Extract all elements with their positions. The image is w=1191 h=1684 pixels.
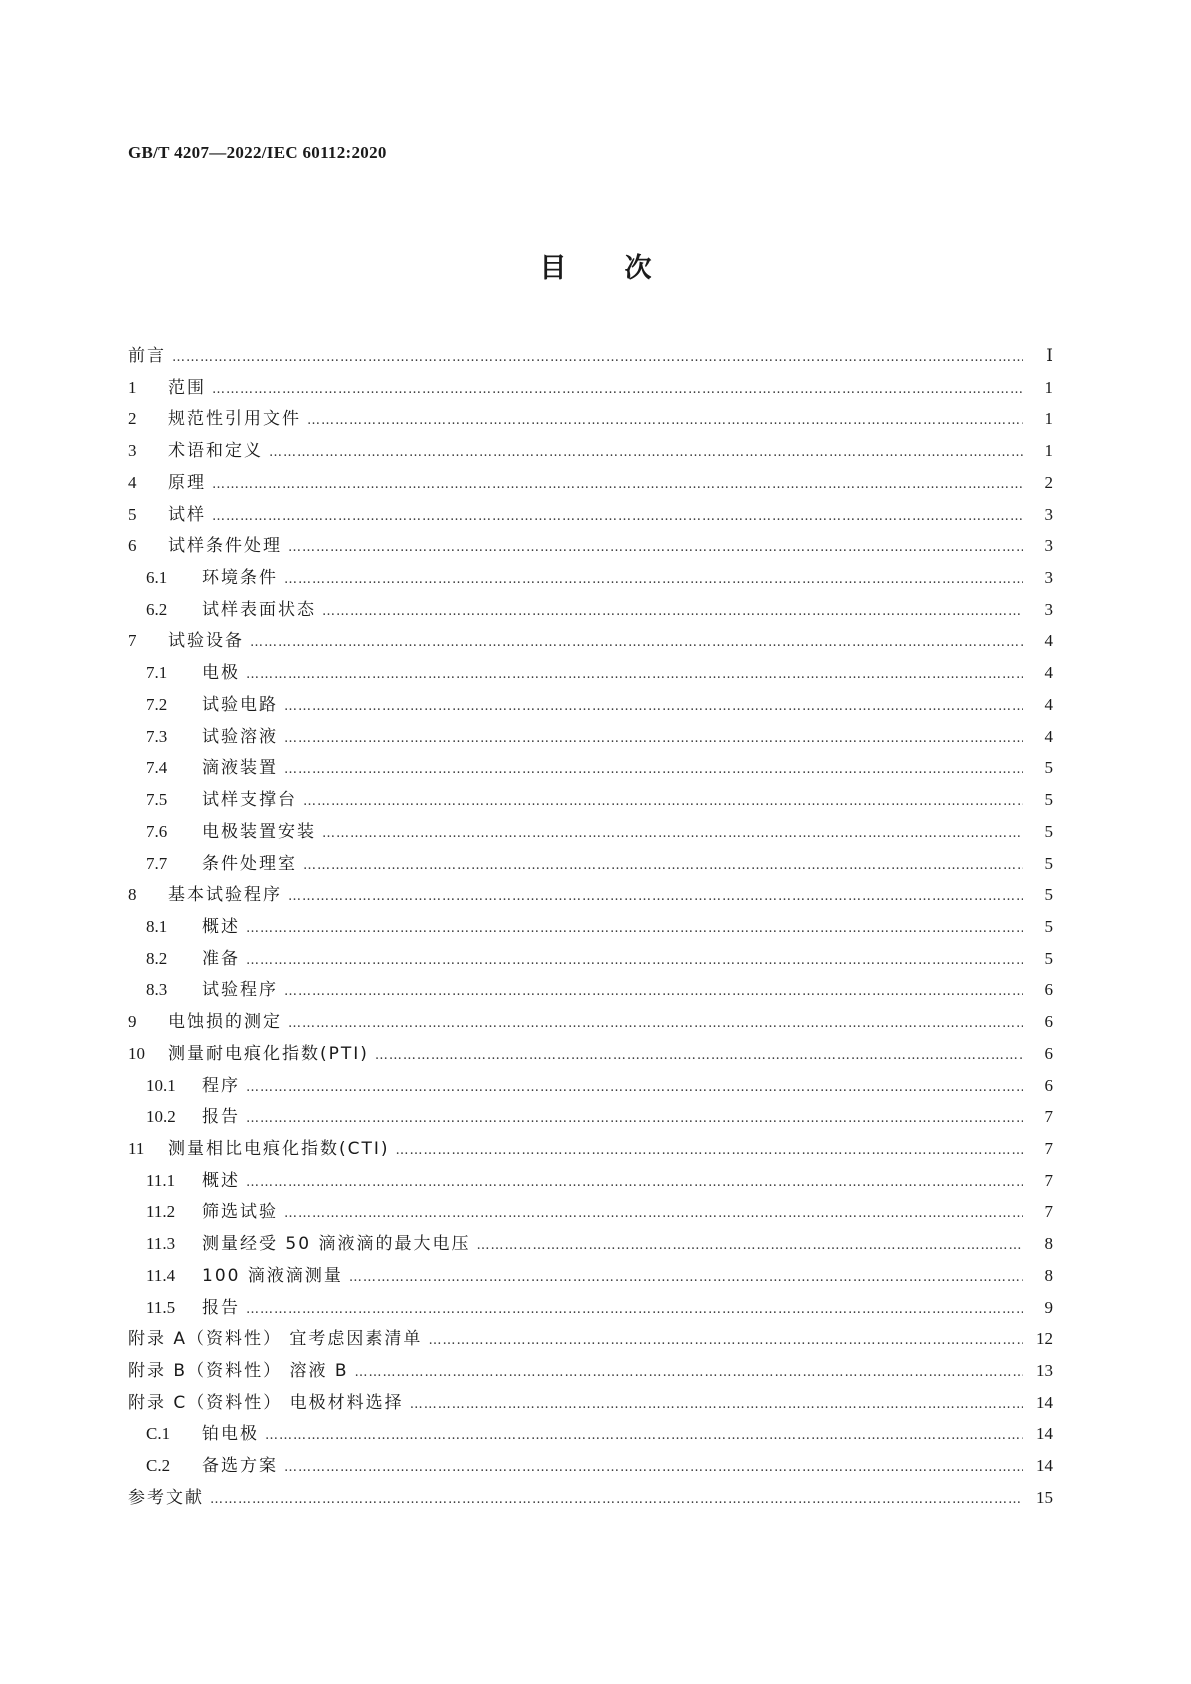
standard-code: GB/T 4207—2022/IEC 60112:2020 bbox=[128, 143, 387, 162]
toc-entry-label: 附录 C（资料性） 电极材料选择 bbox=[128, 1392, 404, 1413]
dot-leader bbox=[246, 1294, 1023, 1326]
dot-leader bbox=[284, 976, 1023, 1008]
toc-entry-page: 7 bbox=[1044, 1202, 1053, 1222]
toc-entry-label: 试验溶液 bbox=[202, 726, 278, 747]
toc-entry[interactable] bbox=[128, 372, 1053, 404]
dot-leader bbox=[349, 1262, 1023, 1294]
toc-entry-label: 原理 bbox=[168, 472, 206, 493]
toc-entry-page: 4 bbox=[1044, 726, 1053, 746]
toc-entry-label: 测量耐电痕化指数(PTI) bbox=[168, 1043, 369, 1064]
toc-entry-page: 7 bbox=[1044, 1138, 1053, 1158]
dot-leader bbox=[246, 945, 1023, 977]
dot-leader bbox=[250, 627, 1023, 659]
dot-leader bbox=[410, 1389, 1023, 1421]
toc-entry[interactable] bbox=[128, 848, 1053, 880]
dot-leader bbox=[303, 850, 1023, 882]
toc-entry-number: 11.2 bbox=[146, 1202, 176, 1222]
toc-entry-page: 7 bbox=[1044, 1107, 1053, 1127]
toc-entry-page: 12 bbox=[1036, 1329, 1053, 1349]
toc-entry-label: 概述 bbox=[202, 916, 240, 937]
toc-entry-label: 规范性引用文件 bbox=[168, 409, 301, 430]
toc-entry-number: 7 bbox=[128, 631, 137, 651]
toc-entry-page: 5 bbox=[1044, 916, 1053, 936]
toc-entry-number: 11.5 bbox=[146, 1297, 176, 1317]
toc-entry-label: 测量相比电痕化指数(CTI) bbox=[168, 1138, 390, 1159]
dot-leader bbox=[307, 405, 1023, 437]
toc-entry-page: 2 bbox=[1044, 472, 1053, 492]
toc-entry-page: 8 bbox=[1044, 1265, 1053, 1285]
toc-entry-number: 9 bbox=[128, 1012, 137, 1032]
toc-entry-label: 试样支撑台 bbox=[202, 790, 297, 811]
toc-entry-number: 2 bbox=[128, 409, 137, 429]
dot-leader bbox=[284, 691, 1023, 723]
toc-entry-label: 参考文献 bbox=[128, 1487, 204, 1508]
toc-entry-label: 滴液装置 bbox=[202, 758, 278, 779]
toc-entry-label: 筛选试验 bbox=[202, 1202, 278, 1223]
toc-entry[interactable] bbox=[128, 1133, 1053, 1165]
toc-entry[interactable] bbox=[128, 1038, 1053, 1070]
toc-entry-label: 报告 bbox=[202, 1297, 240, 1318]
toc-entry-label: 环境条件 bbox=[202, 568, 278, 589]
toc-entry[interactable] bbox=[128, 594, 1053, 626]
dot-leader bbox=[355, 1357, 1023, 1389]
toc-entry[interactable] bbox=[128, 1070, 1053, 1102]
toc-entry-page: 4 bbox=[1044, 694, 1053, 714]
toc-entry[interactable] bbox=[128, 879, 1053, 911]
dot-leader bbox=[284, 754, 1023, 786]
toc-entry-label: 备选方案 bbox=[202, 1456, 278, 1477]
toc-entry-label: 试验设备 bbox=[168, 631, 244, 652]
toc-entry-label: 附录 A（资料性） 宜考虑因素清单 bbox=[128, 1329, 423, 1350]
dot-leader bbox=[246, 1072, 1023, 1104]
toc-entry-page: 5 bbox=[1044, 821, 1053, 841]
dot-leader bbox=[212, 469, 1023, 501]
dot-leader bbox=[288, 532, 1023, 564]
toc-entry-label: 铂电极 bbox=[202, 1424, 259, 1445]
toc-entry[interactable] bbox=[128, 1323, 1053, 1355]
toc-entry-number: 7.6 bbox=[146, 821, 168, 841]
toc-entry-page: 7 bbox=[1044, 1170, 1053, 1190]
dot-leader bbox=[288, 1008, 1023, 1040]
dot-leader bbox=[210, 1484, 1023, 1516]
toc-entry-label: 试样条件处理 bbox=[168, 536, 282, 557]
toc-entry-number: 8 bbox=[128, 885, 137, 905]
toc-entry-number: 6.1 bbox=[146, 568, 168, 588]
toc-entry-page: 8 bbox=[1044, 1234, 1053, 1254]
toc-entry[interactable] bbox=[128, 403, 1053, 435]
toc-entry-label: 测量经受 50 滴液滴的最大电压 bbox=[202, 1234, 471, 1255]
toc-entry-number: 11.3 bbox=[146, 1234, 176, 1254]
toc-entry[interactable] bbox=[128, 1165, 1053, 1197]
dot-leader bbox=[375, 1040, 1023, 1072]
toc-entry-page: 3 bbox=[1044, 504, 1053, 524]
dot-leader bbox=[476, 1230, 1023, 1262]
toc-entry-label: 范围 bbox=[168, 377, 206, 398]
toc-entry-label: 基本试验程序 bbox=[168, 885, 282, 906]
toc-entry-label: 试样表面状态 bbox=[202, 599, 316, 620]
toc-entry[interactable] bbox=[128, 1006, 1053, 1038]
toc-entry-page: 6 bbox=[1044, 1075, 1053, 1095]
toc-title: 目次 bbox=[539, 253, 710, 284]
toc-entry-label: 试样 bbox=[168, 504, 206, 525]
toc-entry-page: 3 bbox=[1044, 599, 1053, 619]
dot-leader bbox=[284, 1198, 1023, 1230]
toc-entry[interactable] bbox=[128, 562, 1053, 594]
toc-entry-label: 电蚀损的测定 bbox=[168, 1012, 282, 1033]
toc-entry[interactable] bbox=[128, 435, 1053, 467]
toc-entry-label: 程序 bbox=[202, 1075, 240, 1096]
toc-entry-page: 1 bbox=[1044, 409, 1053, 429]
dot-leader bbox=[172, 342, 1023, 374]
toc-entry[interactable] bbox=[128, 1196, 1053, 1228]
dot-leader bbox=[246, 659, 1023, 691]
dot-leader bbox=[428, 1325, 1023, 1357]
dot-leader bbox=[322, 596, 1023, 628]
dot-leader bbox=[246, 1103, 1023, 1135]
toc-entry[interactable] bbox=[128, 1101, 1053, 1133]
toc-entry-page: 5 bbox=[1044, 948, 1053, 968]
toc-entry[interactable] bbox=[128, 499, 1053, 531]
toc-entry-number: 1 bbox=[128, 377, 137, 397]
dot-leader bbox=[303, 786, 1023, 818]
toc-entry-number: 7.3 bbox=[146, 726, 168, 746]
toc-entry-page: 6 bbox=[1044, 1043, 1053, 1063]
toc-entry-page: 3 bbox=[1044, 568, 1053, 588]
toc-entry-label: 试验电路 bbox=[202, 694, 278, 715]
toc-entry-page: 5 bbox=[1044, 885, 1053, 905]
toc-entry-page: Ⅰ bbox=[1046, 346, 1053, 365]
toc-entry-page: 14 bbox=[1036, 1392, 1053, 1412]
toc-entry[interactable] bbox=[128, 974, 1053, 1006]
toc-entry-page: 15 bbox=[1036, 1487, 1053, 1507]
toc-entry-page: 3 bbox=[1044, 536, 1053, 556]
toc-entry-number: 4 bbox=[128, 472, 137, 492]
toc-entry-page: 1 bbox=[1044, 441, 1053, 461]
toc-entry-page: 5 bbox=[1044, 790, 1053, 810]
toc-entry-number: 3 bbox=[128, 441, 137, 461]
toc-entry-number: 7.5 bbox=[146, 790, 168, 810]
dot-leader bbox=[322, 818, 1023, 850]
toc-entry[interactable] bbox=[128, 1292, 1053, 1324]
toc-entry-number: 8.1 bbox=[146, 916, 168, 936]
toc-entry-page: 9 bbox=[1044, 1297, 1053, 1317]
toc-entry-label: 附录 B（资料性） 溶液 B bbox=[128, 1361, 349, 1381]
toc-entry-label: 100 滴液滴测量 bbox=[202, 1265, 343, 1286]
toc-entry-label: 准备 bbox=[202, 948, 240, 969]
toc-entry[interactable] bbox=[128, 689, 1053, 721]
toc-entry-number: 10 bbox=[128, 1043, 145, 1063]
toc-entry[interactable] bbox=[128, 1450, 1053, 1482]
toc-entry-label: 前言 bbox=[128, 346, 166, 366]
toc-entry-label: 术语和定义 bbox=[168, 441, 263, 462]
dot-leader bbox=[265, 1420, 1023, 1452]
dot-leader bbox=[284, 564, 1023, 596]
toc-entry[interactable] bbox=[128, 625, 1053, 657]
toc-entry-number: C.2 bbox=[146, 1456, 171, 1476]
toc-entry-label: 概述 bbox=[202, 1170, 240, 1191]
dot-leader bbox=[284, 1452, 1023, 1484]
toc-entry[interactable] bbox=[128, 1355, 1053, 1387]
toc-entry[interactable] bbox=[128, 752, 1053, 784]
toc-entry[interactable] bbox=[128, 911, 1053, 943]
toc-entry-number: 7.4 bbox=[146, 758, 168, 778]
toc-entry[interactable] bbox=[128, 784, 1053, 816]
dot-leader bbox=[246, 1167, 1023, 1199]
toc-entry-page: 13 bbox=[1036, 1361, 1053, 1380]
toc-entry-page: 1 bbox=[1044, 377, 1053, 397]
toc-entry-page: 14 bbox=[1036, 1456, 1053, 1476]
toc-entry-number: C.1 bbox=[146, 1424, 171, 1444]
toc-entry-page: 4 bbox=[1044, 663, 1053, 683]
toc-entry[interactable] bbox=[128, 657, 1053, 689]
toc-entry-page: 6 bbox=[1044, 980, 1053, 1000]
toc-entry-page: 4 bbox=[1044, 631, 1053, 651]
toc-entry-label: 试验程序 bbox=[202, 980, 278, 1001]
table-of-contents bbox=[128, 340, 1053, 1514]
dot-leader bbox=[288, 881, 1023, 913]
toc-entry[interactable] bbox=[128, 530, 1053, 562]
toc-entry-number: 11.1 bbox=[146, 1170, 176, 1190]
toc-entry-number: 8.3 bbox=[146, 980, 168, 1000]
toc-entry[interactable] bbox=[128, 1387, 1053, 1419]
toc-entry[interactable] bbox=[128, 467, 1053, 499]
toc-entry-label: 电极装置安装 bbox=[202, 821, 316, 842]
toc-entry[interactable] bbox=[128, 1482, 1053, 1514]
dot-leader bbox=[212, 374, 1023, 406]
toc-entry[interactable] bbox=[128, 816, 1053, 848]
dot-leader bbox=[246, 913, 1023, 945]
document-header bbox=[128, 143, 387, 163]
toc-entry-number: 10.1 bbox=[146, 1075, 176, 1095]
toc-entry-number: 8.2 bbox=[146, 948, 168, 968]
toc-entry[interactable] bbox=[128, 721, 1053, 753]
toc-entry[interactable] bbox=[128, 1228, 1053, 1260]
toc-entry-number: 7.1 bbox=[146, 663, 168, 683]
toc-entry[interactable] bbox=[128, 1418, 1053, 1450]
toc-entry-number: 11 bbox=[128, 1138, 145, 1158]
dot-leader bbox=[284, 723, 1023, 755]
dot-leader bbox=[396, 1135, 1023, 1167]
toc-entry-number: 10.2 bbox=[146, 1107, 176, 1127]
dot-leader bbox=[269, 437, 1023, 469]
toc-entry-number: 5 bbox=[128, 504, 137, 524]
toc-entry-page: 14 bbox=[1036, 1424, 1053, 1444]
dot-leader bbox=[212, 501, 1023, 533]
toc-entry[interactable] bbox=[128, 943, 1053, 975]
toc-entry[interactable] bbox=[128, 1260, 1053, 1292]
toc-entry-number: 6.2 bbox=[146, 599, 168, 619]
toc-entry[interactable] bbox=[128, 340, 1053, 372]
toc-entry-page: 6 bbox=[1044, 1012, 1053, 1032]
toc-entry-number: 6 bbox=[128, 536, 137, 556]
toc-entry-number: 11.4 bbox=[146, 1265, 176, 1285]
toc-entry-number: 7.2 bbox=[146, 694, 168, 714]
toc-entry-page: 5 bbox=[1044, 758, 1053, 778]
toc-entry-label: 电极 bbox=[202, 663, 240, 684]
toc-entry-label: 条件处理室 bbox=[202, 853, 297, 874]
toc-entry-number: 7.7 bbox=[146, 853, 168, 873]
toc-entry-page: 5 bbox=[1044, 853, 1053, 873]
toc-entry-label: 报告 bbox=[202, 1107, 240, 1128]
